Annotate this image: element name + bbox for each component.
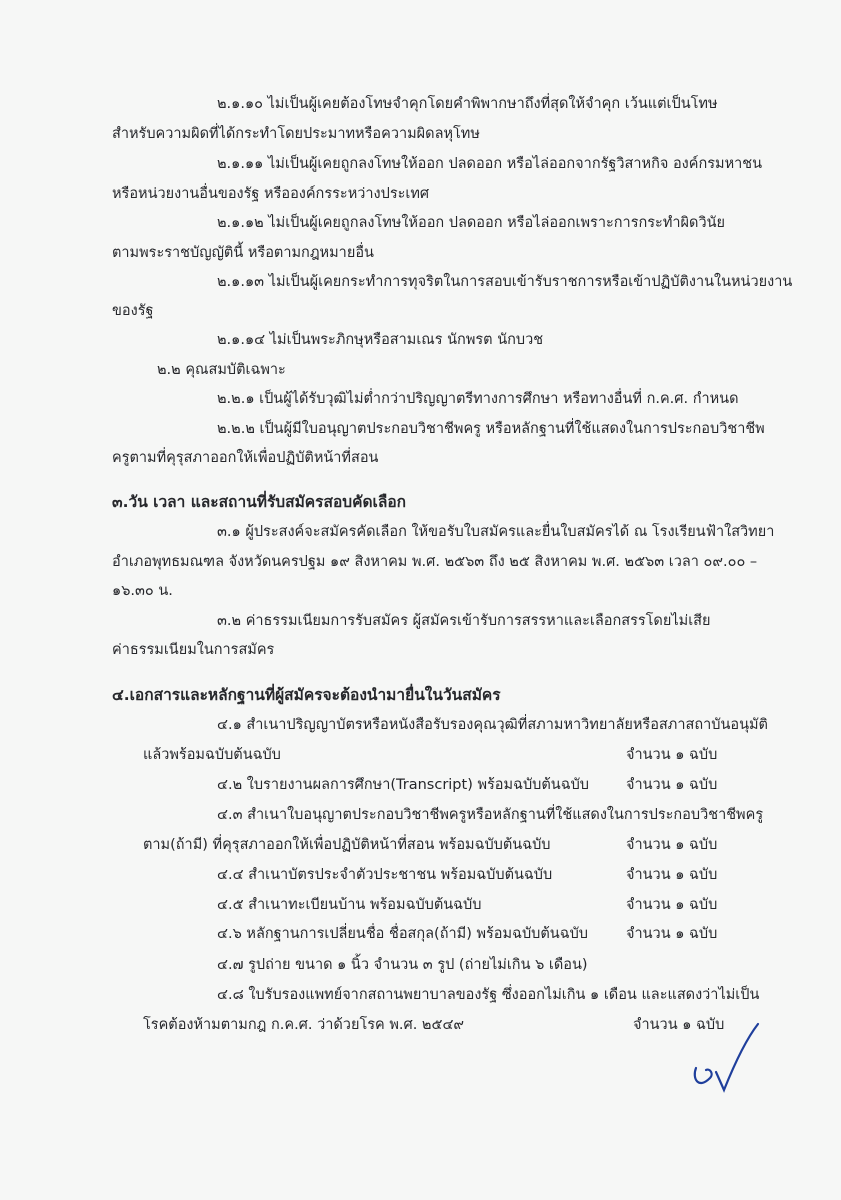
- clause-2-2-2: ๒.๒.๒ เป็นผู้มีใบอนุญาตประกอบวิชาชีพครู หรือหลักฐานที่ใช้แสดงในการประกอบวิชาชีพ: [217, 421, 765, 437]
- clause-2-2-2-cont: ครูตามที่คุรุสภาออกให้เพื่อปฏิบัติหน้าที่สอน: [112, 450, 379, 466]
- doc-item-4-1-cont: แล้วพร้อมฉบับต้นฉบับ: [143, 747, 281, 763]
- clause-3-1: ๓.๑ ผู้ประสงค์จะสมัครคัดเลือก ให้ขอรับใบสมัครและยื่นใบสมัครได้ ณ โรงเรียนฟ้าใสวิทยา: [217, 524, 775, 540]
- clause-2-1-10-cont: สำหรับความผิดที่ได้กระทำโดยประมาทหรือความผิดลหุโทษ: [112, 126, 480, 142]
- quantity-4-6: จำนวน ๑ ฉบับ: [626, 926, 718, 942]
- clause-2-1-11-cont: หรือหน่วยงานอื่นของรัฐ หรือองค์กรระหว่างประเทศ: [112, 186, 430, 202]
- clause-3-2-cont: ค่าธรรมเนียมในการสมัคร: [112, 642, 275, 658]
- clause-2-1-13: ๒.๑.๑๓ ไม่เป็นผู้เคยกระทำการทุจริตในการสอบเข้ารับราชการหรือเข้าปฏิบัติงานในหน่วยงาน: [217, 274, 793, 290]
- clause-2-2-1: ๒.๒.๑ เป็นผู้ได้รับวุฒิไม่ต่ำกว่าปริญญาตรีทางการศึกษา หรือทางอื่นที่ ก.ค.ศ. กำหนด: [217, 391, 739, 407]
- clause-2-1-11: ๒.๑.๑๑ ไม่เป็นผู้เคยถูกลงโทษให้ออก ปลดออก หรือไล่ออกจากรัฐวิสาหกิจ องค์กรมหาชน: [217, 156, 763, 172]
- clause-2-1-12: ๒.๑.๑๒ ไม่เป็นผู้เคยถูกลงโทษให้ออก ปลดออก หรือไล่ออกเพราะการกระทำผิดวินัย: [217, 215, 725, 231]
- quantity-4-3: จำนวน ๑ ฉบับ: [626, 837, 718, 853]
- quantity-4-2: จำนวน ๑ ฉบับ: [626, 777, 718, 793]
- doc-item-4-7: ๔.๗ รูปถ่าย ขนาด ๑ นิ้ว จำนวน ๓ รูป (ถ่ายไม่เกิน ๖ เดือน): [217, 957, 588, 973]
- quantity-4-4: จำนวน ๑ ฉบับ: [626, 867, 718, 883]
- doc-item-4-5: ๔.๕ สำเนาทะเบียนบ้าน พร้อมฉบับต้นฉบับ: [217, 897, 482, 913]
- quantity-4-1: จำนวน ๑ ฉบับ: [626, 747, 718, 763]
- clause-2-2-heading: ๒.๒ คุณสมบัติเฉพาะ: [157, 362, 286, 378]
- doc-item-4-6: ๔.๖ หลักฐานการเปลี่ยนชื่อ ชื่อสกุล(ถ้ามี) พร้อมฉบับต้นฉบับ: [217, 926, 588, 942]
- doc-item-4-8: ๔.๘ ใบรับรองแพทย์จากสถานพยาบาลของรัฐ ซึ่งออกไม่เกิน ๑ เดือน และแสดงว่าไม่เป็น: [217, 987, 760, 1003]
- clause-3-1-time: ๑๖.๓๐ น.: [112, 583, 173, 599]
- clause-2-1-12-cont: ตามพระราชบัญญัตินี้ หรือตามกฎหมายอื่น: [112, 245, 374, 261]
- doc-item-4-3-cont: ตาม(ถ้ามี) ที่คุรุสภาออกให้เพื่อปฏิบัติหน้าที่สอน พร้อมฉบับต้นฉบับ: [143, 837, 551, 853]
- clause-3-1-cont: อำเภอพุทธมณฑล จังหวัดนครปฐม ๑๙ สิงหาคม พ.ศ. ๒๕๖๓ ถึง ๒๕ สิงหาคม พ.ศ. ๒๕๖๓ เวลา ๐๙.๐๐ –: [112, 554, 758, 570]
- clause-2-1-14: ๒.๑.๑๔ ไม่เป็นพระภิกษุหรือสามเณร นักพรต นักบวช: [217, 332, 544, 348]
- quantity-4-8: จำนวน ๑ ฉบับ: [633, 1017, 725, 1033]
- signature-stroke-right: [716, 1024, 758, 1090]
- doc-item-4-3: ๔.๓ สำเนาใบอนุญาตประกอบวิชาชีพครูหรือหลักฐานที่ใช้แสดงในการประกอบวิชาชีพครู: [217, 807, 764, 823]
- quantity-4-5: จำนวน ๑ ฉบับ: [626, 897, 718, 913]
- section-3-heading: ๓.วัน เวลา และสถานที่รับสมัครสอบคัดเลือก: [112, 493, 407, 511]
- doc-item-4-1: ๔.๑ สำเนาปริญญาบัตรหรือหนังสือรับรองคุณวุฒิที่สภามหาวิทยาลัยหรือสภาสถาบันอนุมัติ: [217, 717, 768, 733]
- clause-2-1-13-cont: ของรัฐ: [112, 303, 154, 319]
- clause-3-2: ๓.๒ ค่าธรรมเนียมการรับสมัคร ผู้สมัครเข้ารับการสรรหาและเลือกสรรโดยไม่เสีย: [217, 613, 711, 629]
- section-4-heading: ๔.เอกสารและหลักฐานที่ผู้สมัครจะต้องนำมายื่นในวันสมัคร: [112, 686, 501, 704]
- clause-2-1-10: ๒.๑.๑๐ ไม่เป็นผู้เคยต้องโทษจำคุกโดยคำพิพากษาถึงที่สุดให้จำคุก เว้นแต่เป็นโทษ: [217, 96, 718, 112]
- doc-item-4-2: ๔.๒ ใบรายงานผลการศึกษา(Transcript) พร้อมฉบับต้นฉบับ: [217, 777, 589, 793]
- signature-mark: [688, 1020, 768, 1095]
- signature-stroke-left: [695, 1068, 712, 1083]
- doc-item-4-4: ๔.๔ สำเนาบัตรประจำตัวประชาชน พร้อมฉบับต้นฉบับ: [217, 867, 553, 883]
- doc-item-4-8-cont: โรคต้องห้ามตามกฎ ก.ค.ศ. ว่าด้วยโรค พ.ศ. ๒๕๔๙: [143, 1017, 465, 1033]
